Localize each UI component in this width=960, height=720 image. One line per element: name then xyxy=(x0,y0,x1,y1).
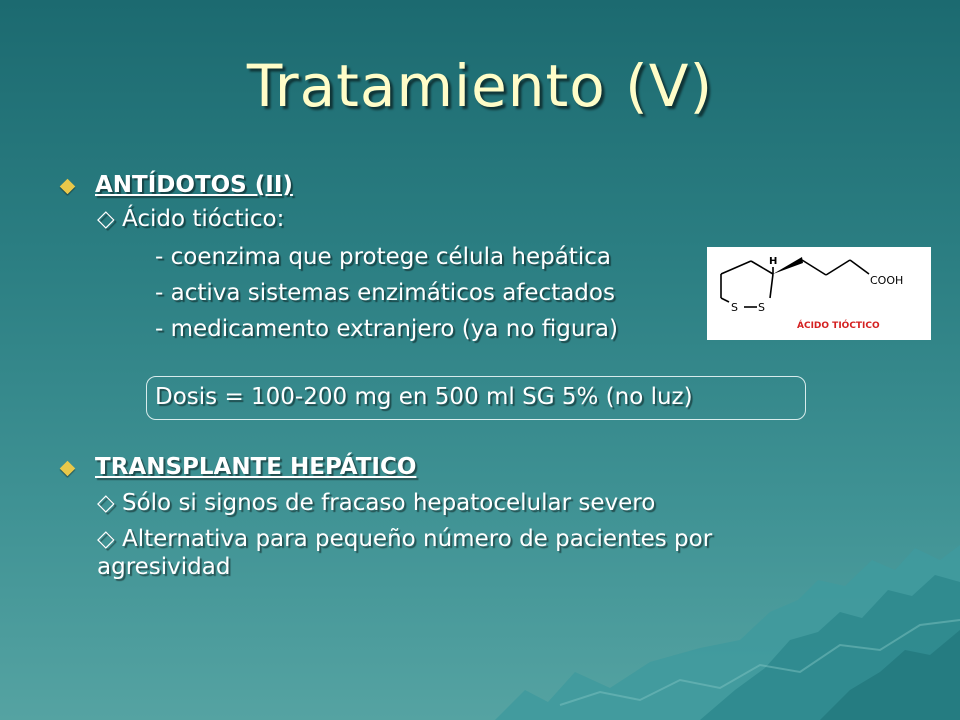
molecule-atom-h: H xyxy=(769,256,778,267)
molecule-atom-s1: S xyxy=(731,301,738,314)
list-item: - activa sistemas enzimáticos afectados xyxy=(155,280,615,306)
section-heading-transplante: TRANSPLANTE HEPÁTICO xyxy=(95,454,417,480)
list-item: ◇ Sólo si signos de fracaso hepatocelular severo xyxy=(97,490,656,516)
subheading-acido-tioctico: ◇ Ácido tióctico: xyxy=(97,206,285,232)
thioctic-acid-structure-icon xyxy=(707,247,931,340)
slide-title: Tratamiento (V) xyxy=(246,52,714,120)
list-item: agresividad xyxy=(97,554,231,580)
molecule-atom-s2: S xyxy=(758,301,765,314)
list-item: ◇ Alternativa para pequeño número de pacientes por xyxy=(97,526,713,552)
molecule-image xyxy=(707,247,931,340)
section-heading-antidotos: ANTÍDOTOS (II) xyxy=(95,172,293,198)
dosis-text: Dosis = 100-200 mg en 500 ml SG 5% (no luz) xyxy=(155,384,693,410)
molecule-cooh-label: COOH xyxy=(870,274,904,287)
list-item: - medicamento extranjero (ya no figura) xyxy=(155,316,618,342)
list-item: - coenzima que protege célula hepática xyxy=(155,244,611,270)
molecule-caption: ÁCIDO TIÓCTICO xyxy=(797,321,880,331)
